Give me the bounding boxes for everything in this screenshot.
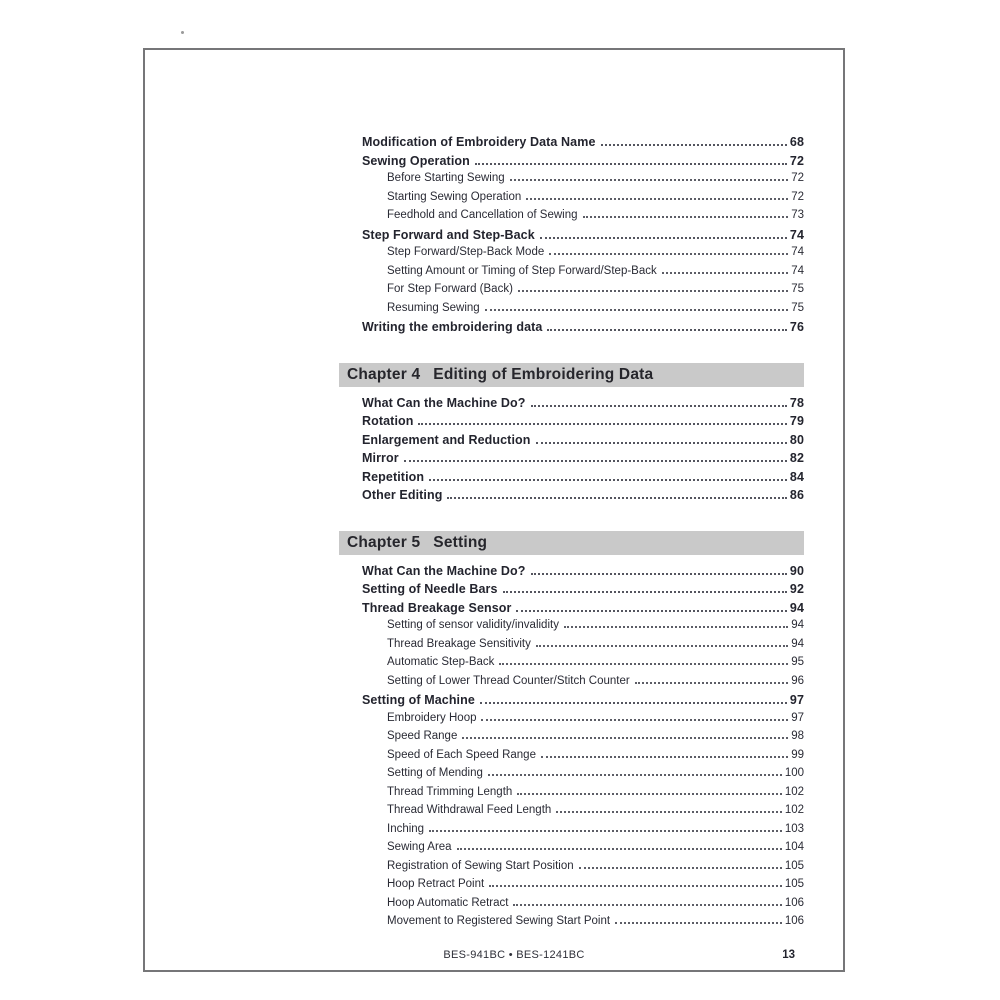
toc-entry <box>339 135 804 154</box>
toc-entry <box>339 396 804 415</box>
scan-artifact-dot <box>181 31 184 34</box>
chapter-heading <box>339 531 804 555</box>
toc-entry-label: Modification of Embroidery Data Name <box>362 135 596 149</box>
toc-entry-page: 106 <box>784 896 804 909</box>
toc-entry-page: 90 <box>789 563 804 578</box>
toc-entry-label: Speed of Each Speed Range <box>387 748 536 761</box>
toc-entry-label: Setting of Machine <box>362 693 475 707</box>
toc-entry-page: 79 <box>789 414 804 428</box>
dot-leader <box>518 290 788 292</box>
toc-entry-label: Step Forward and Step-Back <box>362 227 535 242</box>
table-of-contents <box>339 135 804 934</box>
dot-leader <box>536 645 788 647</box>
toc-entry-label: Setting of Mending <box>387 767 483 779</box>
dot-leader <box>510 179 789 181</box>
toc-entry-label: Repetition <box>362 469 425 484</box>
toc-entry-page: 86 <box>789 488 804 502</box>
toc-entry-page: 75 <box>791 301 804 314</box>
toc-entry <box>339 915 804 934</box>
toc-entry-page: 74 <box>791 264 804 277</box>
toc-entry <box>339 228 804 247</box>
toc-entry <box>339 283 804 302</box>
dot-leader <box>475 163 787 165</box>
toc-entry-page: 102 <box>784 804 804 816</box>
dot-leader <box>429 479 787 481</box>
toc-entry-page: 97 <box>791 711 804 724</box>
toc-entry-label: Feedhold and Cancellation of Sewing <box>387 209 578 221</box>
toc-entry-label: Starting Sewing Operation <box>387 190 522 203</box>
dot-leader <box>541 756 788 758</box>
dot-leader <box>462 737 788 739</box>
toc-entry-label: For Step Forward (Back) <box>387 283 513 295</box>
toc-entry-label: Rotation <box>362 414 414 428</box>
toc-entry-label: What Can the Machine Do? <box>362 563 526 578</box>
toc-entry-page: 104 <box>784 841 804 853</box>
dot-leader <box>429 830 782 832</box>
toc-entry-label: Writing the embroidering data <box>362 320 543 334</box>
toc-entry-label: Setting of Lower Thread Counter/Stitch Counter <box>387 674 630 687</box>
chapter-heading <box>339 363 804 387</box>
toc-entry-page: 103 <box>784 822 804 835</box>
toc-entry <box>339 414 804 433</box>
toc-entry-label: What Can the Machine Do? <box>362 395 526 410</box>
toc-entry <box>339 841 804 860</box>
toc-entry <box>339 601 804 620</box>
toc-entry-page: 94 <box>789 600 804 615</box>
toc-entry <box>339 638 804 657</box>
dot-leader <box>531 573 787 575</box>
toc-entry <box>339 656 804 675</box>
toc-entry <box>339 878 804 897</box>
toc-entry <box>339 209 804 228</box>
toc-entry-label: Embroidery Hoop <box>387 711 477 724</box>
toc-entry-label: Hoop Automatic Retract <box>387 896 509 909</box>
dot-leader <box>531 405 787 407</box>
dot-leader <box>583 216 789 218</box>
dot-leader <box>662 272 788 274</box>
dot-leader <box>489 885 782 887</box>
toc-entry <box>339 712 804 731</box>
dot-leader <box>457 848 782 850</box>
toc-entry <box>339 786 804 805</box>
chapter-number: Chapter 5 <box>347 533 421 551</box>
document-page <box>143 48 845 972</box>
toc-entry-page: 105 <box>784 859 804 872</box>
toc-entry-page: 106 <box>784 915 804 927</box>
toc-entry <box>339 897 804 916</box>
toc-entry-label: Sewing Operation <box>362 153 470 168</box>
toc-entry-label: Before Starting Sewing <box>387 172 505 184</box>
toc-entry-page: 82 <box>789 451 804 465</box>
toc-entry-label: Thread Withdrawal Feed Length <box>387 804 552 816</box>
toc-entry-label: Inching <box>387 822 425 835</box>
dot-leader <box>404 460 787 462</box>
toc-entry <box>339 265 804 284</box>
toc-entry <box>339 154 804 173</box>
toc-entry-label: Automatic Step-Back <box>387 656 495 668</box>
toc-entry <box>339 302 804 321</box>
toc-entry-label: Resuming Sewing <box>387 301 480 314</box>
chapter-number: Chapter 4 <box>347 365 421 383</box>
toc-entry-page: 80 <box>789 432 804 447</box>
toc-entry-label: Setting of Needle Bars <box>362 582 498 596</box>
toc-entry <box>339 246 804 265</box>
toc-entry-page: 94 <box>791 637 804 650</box>
toc-entry-page: 99 <box>791 748 804 761</box>
toc-entry <box>339 191 804 210</box>
toc-entry-label: Hoop Retract Point <box>387 878 485 890</box>
dot-leader <box>516 610 786 612</box>
toc-entry-page: 105 <box>784 878 804 890</box>
toc-entry-page: 75 <box>791 283 804 295</box>
toc-entry <box>339 619 804 638</box>
toc-entry <box>339 804 804 823</box>
toc-entry <box>339 488 804 507</box>
toc-entry-page: 96 <box>791 674 804 687</box>
toc-entry <box>339 767 804 786</box>
toc-entry-page: 84 <box>789 469 804 484</box>
toc-entry-label: Thread Trimming Length <box>387 785 513 798</box>
toc-entry-label: Step Forward/Step-Back Mode <box>387 246 545 258</box>
toc-entry <box>339 823 804 842</box>
toc-entry-page: 72 <box>791 190 804 203</box>
toc-entry-label: Thread Breakage Sensitivity <box>387 637 531 650</box>
chapter-title: Setting <box>433 533 488 551</box>
toc-entry <box>339 675 804 694</box>
toc-entry <box>339 451 804 470</box>
dot-leader <box>418 423 786 425</box>
toc-entry-page: 74 <box>791 246 804 258</box>
toc-entry-label: Setting of sensor validity/invalidity <box>387 619 559 631</box>
dot-leader <box>556 811 782 813</box>
toc-entry <box>339 730 804 749</box>
toc-entry-page: 74 <box>789 227 804 242</box>
toc-entry-page: 102 <box>784 785 804 798</box>
dot-leader <box>635 682 789 684</box>
toc-entry-page: 76 <box>789 320 804 334</box>
dot-leader <box>540 237 787 239</box>
toc-entry <box>339 860 804 879</box>
dot-leader <box>536 442 787 444</box>
dot-leader <box>579 867 782 869</box>
toc-entry-label: Registration of Sewing Start Position <box>387 859 574 872</box>
toc-entry-page: 68 <box>789 135 804 149</box>
toc-entry-page: 92 <box>789 582 804 596</box>
toc-entry-label: Speed Range <box>387 730 458 742</box>
toc-entry-label: Enlargement and Reduction <box>362 432 531 447</box>
dot-leader <box>499 663 788 665</box>
chapter-title: Editing of Embroidering Data <box>433 365 654 383</box>
footer-model-names: BES-941BC • BES-1241BC <box>443 949 585 961</box>
dot-leader <box>615 922 782 924</box>
dot-leader <box>526 198 788 200</box>
dot-leader <box>503 591 787 593</box>
dot-leader <box>447 497 786 499</box>
toc-entry-page: 78 <box>789 395 804 410</box>
toc-entry-page: 95 <box>791 656 804 668</box>
dot-leader <box>485 309 789 311</box>
toc-entry-label: Thread Breakage Sensor <box>362 600 512 615</box>
toc-entry-page: 72 <box>791 172 804 184</box>
dot-leader <box>480 702 787 704</box>
toc-entry <box>339 749 804 768</box>
toc-entry <box>339 320 804 339</box>
toc-entry-label: Other Editing <box>362 488 443 502</box>
dot-leader <box>564 626 788 628</box>
toc-entry <box>339 564 804 583</box>
footer-page-number: 13 <box>782 949 795 961</box>
toc-entry-page: 73 <box>791 209 804 221</box>
dot-leader <box>601 144 787 146</box>
toc-entry-label: Setting Amount or Timing of Step Forward/Step-Back <box>387 264 657 277</box>
toc-entry-label: Mirror <box>362 451 399 465</box>
dot-leader <box>549 253 788 255</box>
toc-entry <box>339 582 804 601</box>
toc-entry-page: 100 <box>784 767 804 779</box>
toc-entry <box>339 693 804 712</box>
toc-entry <box>339 433 804 452</box>
toc-entry-label: Sewing Area <box>387 841 452 853</box>
dot-leader <box>517 793 782 795</box>
toc-entry-page: 98 <box>791 730 804 742</box>
dot-leader <box>547 329 786 331</box>
toc-entry <box>339 470 804 489</box>
toc-entry-page: 97 <box>789 693 804 707</box>
toc-entry-label: Movement to Registered Sewing Start Point <box>387 915 611 927</box>
dot-leader <box>481 719 788 721</box>
dot-leader <box>513 904 781 906</box>
dot-leader <box>488 774 782 776</box>
toc-entry-page: 94 <box>791 619 804 631</box>
toc-entry-page: 72 <box>789 153 804 168</box>
toc-entry <box>339 172 804 191</box>
